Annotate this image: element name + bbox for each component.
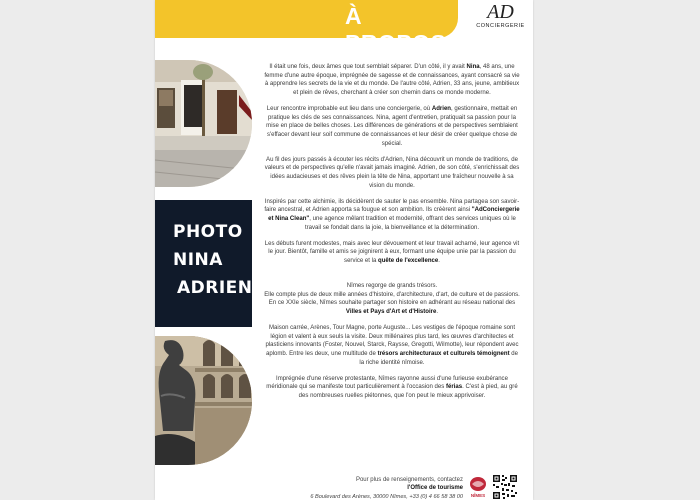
story-paragraph: Les débuts furent modestes, mais avec leur dévouement et leur travail acharné, leur agence vit le jour. Bientôt, famille et amis se joignirent à eux, formant une équipe unie par la passion du service et la quête de l'excellence. (264, 240, 520, 265)
nimes-intro-line: Nîmes regorge de grands trésors. (346, 282, 438, 289)
svg-text:NÎMES: NÎMES (470, 493, 486, 498)
footer-office-name: l'Office de tourisme (407, 485, 463, 492)
arena-photo (155, 336, 252, 465)
nimes-logo (467, 475, 489, 500)
story-text (263, 63, 521, 408)
footer-address: 6 Boulevard des Arènes, 30000 Nîmes, +33 (0) 4 66 58 38 00 (310, 493, 463, 500)
contact-footer (295, 476, 463, 500)
story-paragraph: Inspirés par cette alchimie, ils décidèrent de sauter le pas ensemble. Nina partagea son savoir-faire ancestral, et Adrien apporta sa fougue et son ambition. Ils créèrent ainsi "AdConciergerie et Nina Clean", une agence mêlant tradition et modernité, offrant des services uniques où le travail se fondait dans la joie, la bienveillance et la détermination. (264, 198, 520, 231)
logo-text: CONCIERGERIE (476, 23, 525, 29)
placeholder-line-adrien: ADRIEN (177, 278, 253, 298)
building-photo (155, 60, 252, 187)
nimes-history-line: Elle compte plus de deux mille années d'histoire, d'architecture, d'art, de culture et de passions. (264, 291, 520, 298)
placeholder-line-photo: PHOTO (173, 222, 243, 242)
logo-mark: AD (487, 1, 514, 23)
story-paragraph: Au fil des jours passés à écouter les récits d'Adrien, Nina découvrit un monde de traditions, de valeurs et de perspectives qu'elle n'avait jamais imaginé. Adrien, de son côté, s'enrichissait des idées audacieuses et des rêves plein la tête de Nina, apportant une fraîcheur nouvelle à sa vision du monde. (264, 156, 520, 189)
page-title: À PROPOS (345, 3, 447, 56)
story-paragraph: Leur rencontre improbable eut lieu dans une conciergerie, où Adrien, gestionnaire, mettait en pratique les clés de ses connaissances. Nina, agent d'entretien, pratiquait sa passion pour la mise en place de belles choses. Les différences de générations et de perspectives semblaient s'effacer devant leur soif commune de connaissances et leur désir de créer quelque chose de spécial. (266, 106, 518, 147)
placeholder-line-nina: NINA (173, 250, 223, 270)
nimes-feria-paragraph: Imprégnée d'une réserve protestante, Nîmes rayonne aussi d'une furieuse exubérance méridionale qui se manifeste tout particulièrement à l'occasion des férias. C'est à pied, au gré des nombreuses ruelles piétonnes, que l'on peut le mieux apprivoiser. (266, 375, 518, 399)
qr-code[interactable] (492, 474, 518, 500)
photo-placeholder (155, 200, 252, 327)
adconciergerie-logo (473, 2, 528, 32)
story-paragraph: Il était une fois, deux âmes que tout semblait séparer. D'un côté, il y avait Nina, 48 ans, une femme d'une autre époque, imprégnée de sagesse et de connaissances, ayant consacré sa vie à apprendre les secrets de la vie et du monde. De l'autre côté, Adrien, 33 ans, jeune, ambitieux et plein de rêves, cherchant à créer son chemin dans ce monde moderne. (264, 64, 520, 97)
title-banner (155, 0, 458, 56)
nimes-heritage-paragraph: Maison carrée, Arènes, Tour Magne, porte Auguste... Les vestiges de l'époque romaine sont légion et valent à eux seuls la visite. Deux millénaires plus tard, les œuvres d'architectes et plasticiens innovants (Foster, Nouvel, Starck, Raysse, Gregotti, Wilmotte), leur répondent avec aplomb. Entre les deux, une multitude de trésors architecturaux et culturels témoignent de la riche identité nîmoise. (265, 324, 519, 366)
flyer-page (155, 0, 533, 500)
footer-contact-line: Pour plus de renseignements, contactez (355, 477, 463, 483)
nimes-network-line: En ce XXIe siècle, Nîmes souhaite partager son histoire en adhérant au réseau national des Villes et Pays d'Art et d'Histoire. (268, 300, 516, 315)
